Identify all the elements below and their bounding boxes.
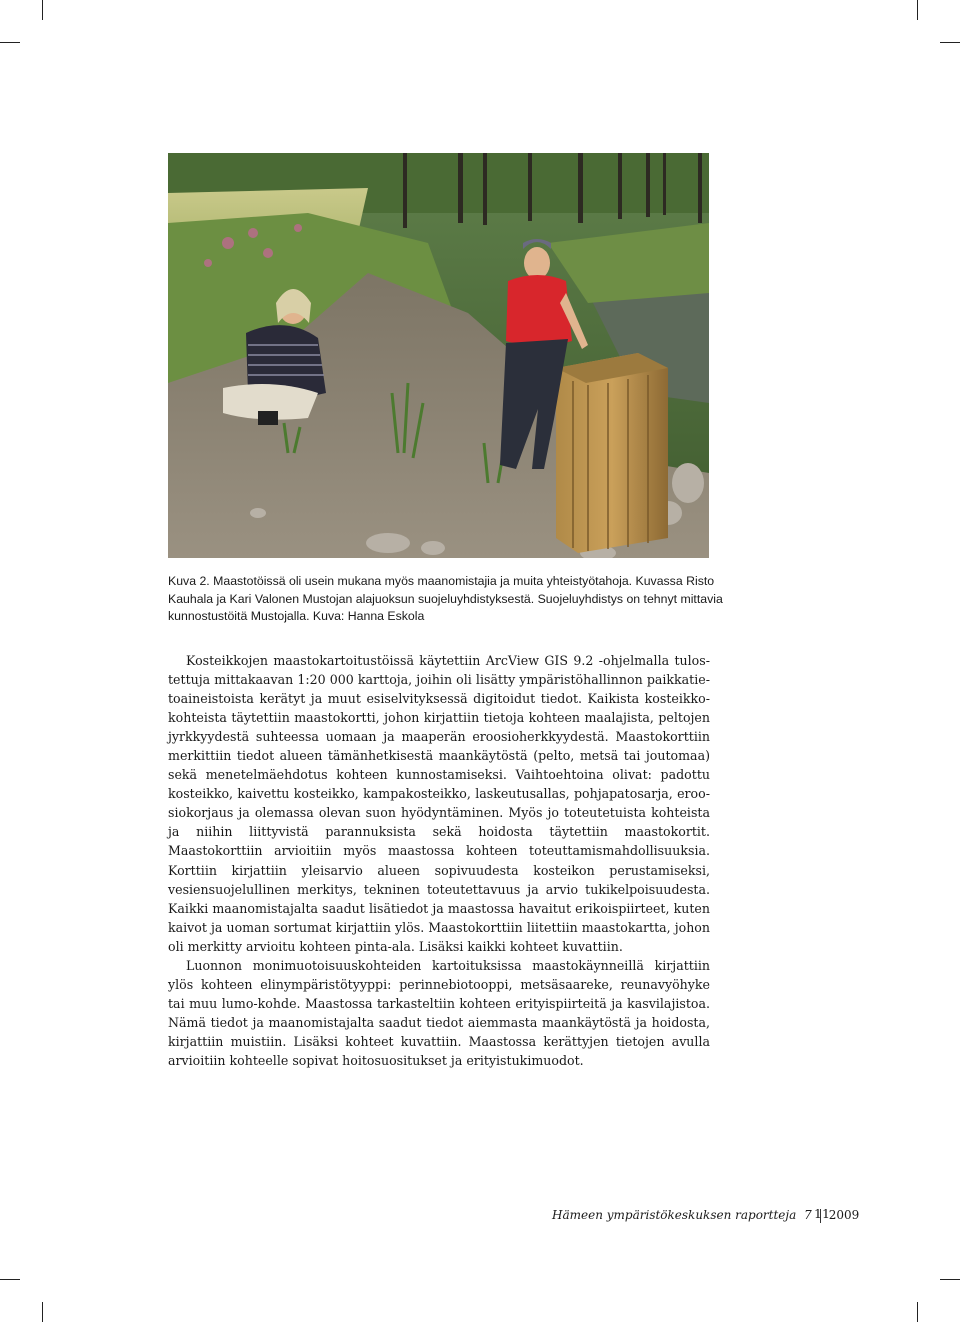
figure-caption: Kuva 2. Maastotöissä oli usein mukana myös maanomistajia ja muita yhteistyötahoja. Kuvassa Risto Kauhala ja Kari Valonen Mustojan alajuoksun suojeluyhdistyksestä. Suojeluyhdistys on tehnyt mittavia kunnostustöitä Mustojalla. Kuva: Hanna Eskola (168, 574, 723, 623)
crop-mark (917, 0, 918, 20)
page-footer (552, 1206, 860, 1223)
crop-mark (0, 1279, 20, 1280)
paragraph: Kosteikkojen maastokartoitustöissä käytettiin ArcView GIS 9.2 -ohjelmalla tulostettuja mittakaavan 1:20 000 karttoja, joihin oli lisätty ympäristöhallinnon paikkatietoaineistoista kerätyt ja muut esiselvityksessä digitoidut tiedot. Kaikista kosteikkokohteista täytettiin maastokortti, johon kirjattiin tietoja kohteen maalajista, peltojen jyrkkyydestä suhteessa uomaan ja maaperän eroosioherkkyydestä. Maastokorttiin merkittiin tiedot alueen tämänhetkisestä maankäytöstä (pelto, metsä tai joutomaa) sekä menetelmäehdotus kohteen kunnostamiseksi. Vaihtoehtoina olivat: padottu kosteikko, kaivettu kosteikko, kampakosteikko, laskeutusallas, pohjapatosarja, eroosiokorjaus ja olemassa olevan suon hyödyntäminen. Myös jo toteutetuista kohteista ja niihin liittyvistä parannuksista sekä hoidosta täytettiin maastokortit. Maastokorttiin arvioitiin myös maastossa kohteen toteuttamismahdollisuuksia. Korttiin kirjattiin yleisarvio alueen sopivuudesta kosteikon perustamiseksi, vesiensuojelullinen merkitys, tekninen toteutettavuus ja arvio tukikelpoisuudesta. Kaikki maanomistajalta saadut lisätiedot ja maastossa havaitut erikoispiirteet, kuten kaivot ja uoman sortumat kirjattiin ylös. Maastokorttiin liitettiin maastokartta, johon oli merkitty arvioitu kohteen pinta-ala. Lisäksi kaikki kohteet kuvattiin. (168, 653, 710, 954)
paragraph: Luonnon monimuotoisuuskohteiden kartoituksissa maastokäynneillä kirjattiin ylös kohteen elinympäristötyyppi: perinnebiotooppi, metsäsaareke, reunavyöhyke tai muu lumo-kohde. Maastossa tarkasteltiin kohteen erityispiirteitä ja kasvilajistoa. Nämä tiedot ja maanomistajalta saadut tiedot aiemmasta maankäytöstä ja hoidosta, kirjattiin muistiin. Lisäksi kohteet kuvattiin. Maastossa kerättyjen tietojen avulla arvioitiin kohteelle sopivat hoitosuositukset ja erityistukimuodot. (168, 957, 710, 1068)
series-title: Hämeen ympäristökeskuksen raportteja (552, 1208, 797, 1222)
series-year: 2009 (828, 1208, 860, 1222)
page-number: 11 (814, 1206, 830, 1221)
crop-mark (0, 42, 20, 43)
crop-mark (940, 42, 960, 43)
field-photo (168, 153, 709, 558)
crop-mark (42, 1302, 43, 1322)
series-number: 7 (804, 1208, 812, 1222)
crop-mark (917, 1302, 918, 1322)
body-text (168, 651, 710, 1070)
crop-mark (42, 0, 43, 20)
crop-mark (940, 1279, 960, 1280)
